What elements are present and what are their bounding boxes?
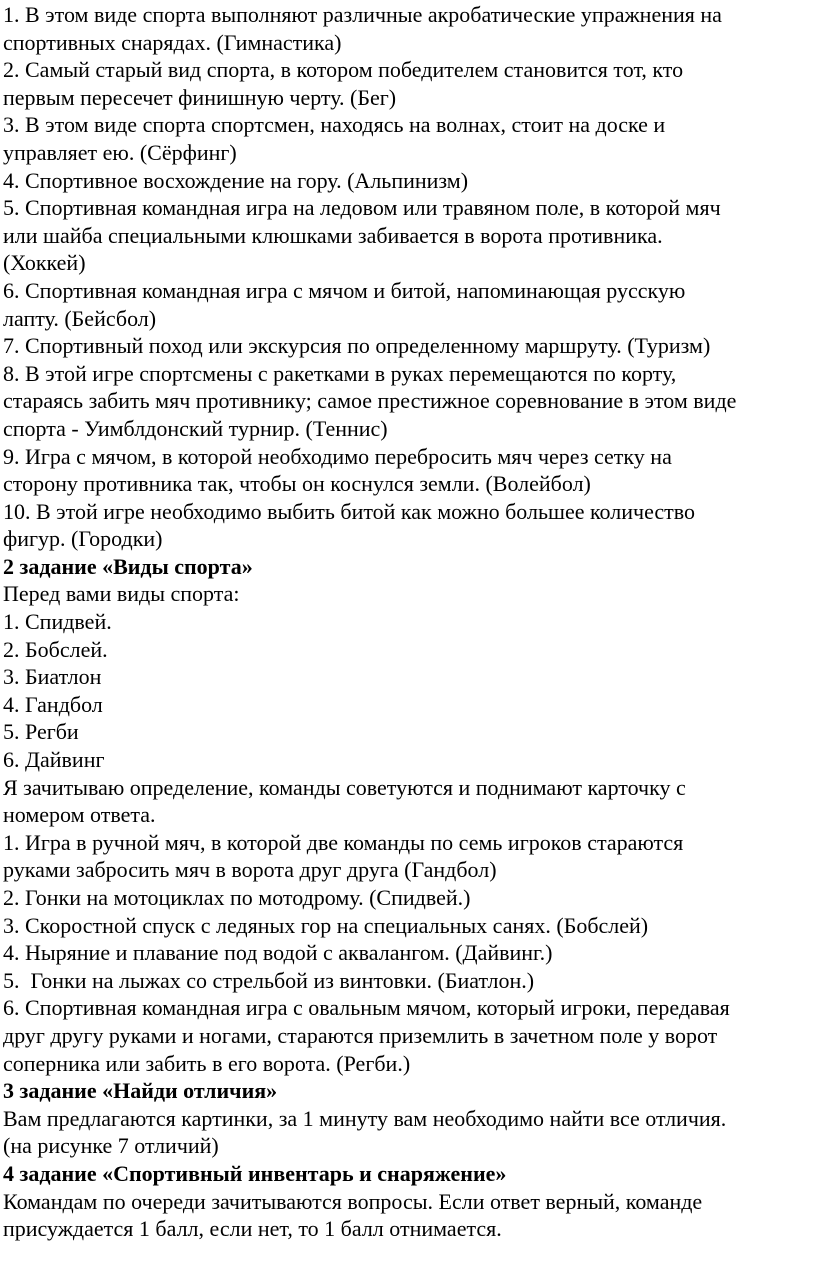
text-line: присуждается 1 балл, если нет, то 1 балл отнимается. <box>3 1216 502 1242</box>
text-line: друг другу руками и ногами, стараются приземлить в зачетном поле у ворот <box>3 1022 718 1048</box>
text-line: 6. Спортивная командная игра с овальным мячом, который игроки, передавая <box>3 995 730 1021</box>
text-line: 4. Спортивное восхождение на гору. (Альпинизм) <box>3 167 469 193</box>
text-line: 3. Скоростной спуск с ледяных гор на специальных санях. (Бобслей) <box>3 912 649 938</box>
text-line: (Хоккей) <box>3 250 86 276</box>
list-item: 1. Спидвей. <box>3 609 112 635</box>
task1-question-6 <box>3 277 816 332</box>
text-line: 2. Самый старый вид спорта, в котором победителем становится тот, кто <box>3 57 684 83</box>
text-line: спорта - Уимблдонский турнир. (Теннис) <box>3 415 388 441</box>
text-line: 7. Спортивный поход или экскурсия по определенному маршруту. (Туризм) <box>3 333 711 359</box>
text-line: 9. Игра с мячом, в которой необходимо перебросить мяч через сетку на <box>3 443 672 469</box>
text-line: Вам предлагаются картинки, за 1 минуту вам необходимо найти все отличия. <box>3 1105 727 1131</box>
text-line: номером ответа. <box>3 802 156 828</box>
text-line: 2. Гонки на мотоциклах по мотодрому. (Спидвей.) <box>3 885 471 910</box>
task2-definition-5 <box>3 967 816 995</box>
list-item: 2. Бобслей. <box>3 636 108 662</box>
text-line: или шайба специальными клюшками забивается в ворота противника. <box>3 222 663 248</box>
text-line: руками забросить мяч в ворота друг друга (Гандбол) <box>3 857 497 883</box>
text-line: 1. В этом виде спорта выполняют различные акробатические упражнения на <box>3 2 722 27</box>
task2-definition-list <box>3 829 816 1077</box>
task1-question-8 <box>3 360 816 443</box>
task1-question-5 <box>3 194 816 277</box>
task1-question-3 <box>3 111 816 166</box>
text-line: 4. Ныряние и плавание под водой с аквалангом. (Дайвинг.) <box>3 940 553 966</box>
text-line: спортивных снарядах. (Гимнастика) <box>3 29 342 55</box>
text-line: сторону противника так, чтобы он коснулся земли. (Волейбол) <box>3 471 591 497</box>
task2-section <box>3 553 816 1077</box>
task3-heading: 3 задание «Найди отличия» <box>3 1078 278 1104</box>
task2-definition-3 <box>3 912 816 940</box>
text-line: лапту. (Бейсбол) <box>3 305 157 331</box>
task2-sport-list <box>3 608 816 774</box>
task2-definition-2 <box>3 884 816 912</box>
text-line: первым пересечет финишную черту. (Бег) <box>3 84 397 110</box>
task4-heading: 4 задание «Спортивный инвентарь и снаряжение» <box>3 1160 507 1186</box>
task2-instruction <box>3 774 816 829</box>
task1-question-9 <box>3 443 816 498</box>
task2-definition-1 <box>3 829 816 884</box>
text-line: 5. Гонки на лыжах со стрельбой из винтовки. (Биатлон.) <box>3 967 535 993</box>
text-line: фигур. (Городки) <box>3 526 163 552</box>
list-item: 3. Биатлон <box>3 664 102 690</box>
text-line: 10. В этой игре необходимо выбить битой как можно большее количество <box>3 498 696 524</box>
task1-question-1 <box>3 1 816 56</box>
text-line: Командам по очереди зачитываются вопросы. Если ответ верный, команде <box>3 1188 703 1214</box>
text-line: управляет ею. (Сёрфинг) <box>3 139 237 165</box>
text-line: 6. Спортивная командная игра с мячом и битой, напоминающая русскую <box>3 277 686 303</box>
text-line: соперника или забить в его ворота. (Регби.) <box>3 1050 411 1076</box>
task1-question-7 <box>3 332 816 360</box>
task2-intro: Перед вами виды спорта: <box>3 581 240 607</box>
text-line: Я зачитываю определение, команды советуются и поднимают карточку с <box>3 774 686 800</box>
text-line: 1. Игра в ручной мяч, в которой две команды по семь игроков стараются <box>3 829 684 855</box>
task2-definition-4 <box>3 939 816 967</box>
text-line: 8. В этой игре спортсмены с ракетками в руках перемещаются по корту, <box>3 360 677 386</box>
task1-question-2 <box>3 56 816 111</box>
text-line: (на рисунке 7 отличий) <box>3 1133 219 1159</box>
list-item: 5. Регби <box>3 719 79 745</box>
text-line: 3. В этом виде спорта спортсмен, находясь на волнах, стоит на доске и <box>3 112 666 138</box>
list-item: 6. Дайвинг <box>3 747 105 773</box>
text-line: стараясь забить мяч противнику; самое престижное соревнование в этом виде <box>3 388 737 414</box>
list-item: 4. Гандбол <box>3 691 103 717</box>
task1-question-4 <box>3 167 816 195</box>
text-line: 5. Спортивная командная игра на ледовом или травяном поле, в которой мяч <box>3 195 721 221</box>
task2-definition-6 <box>3 994 816 1077</box>
task1-question-list <box>3 1 816 553</box>
task1-question-10 <box>3 498 816 553</box>
task4-section <box>3 1160 816 1243</box>
task3-section <box>3 1077 816 1160</box>
task2-heading: 2 задание «Виды спорта» <box>3 553 253 579</box>
